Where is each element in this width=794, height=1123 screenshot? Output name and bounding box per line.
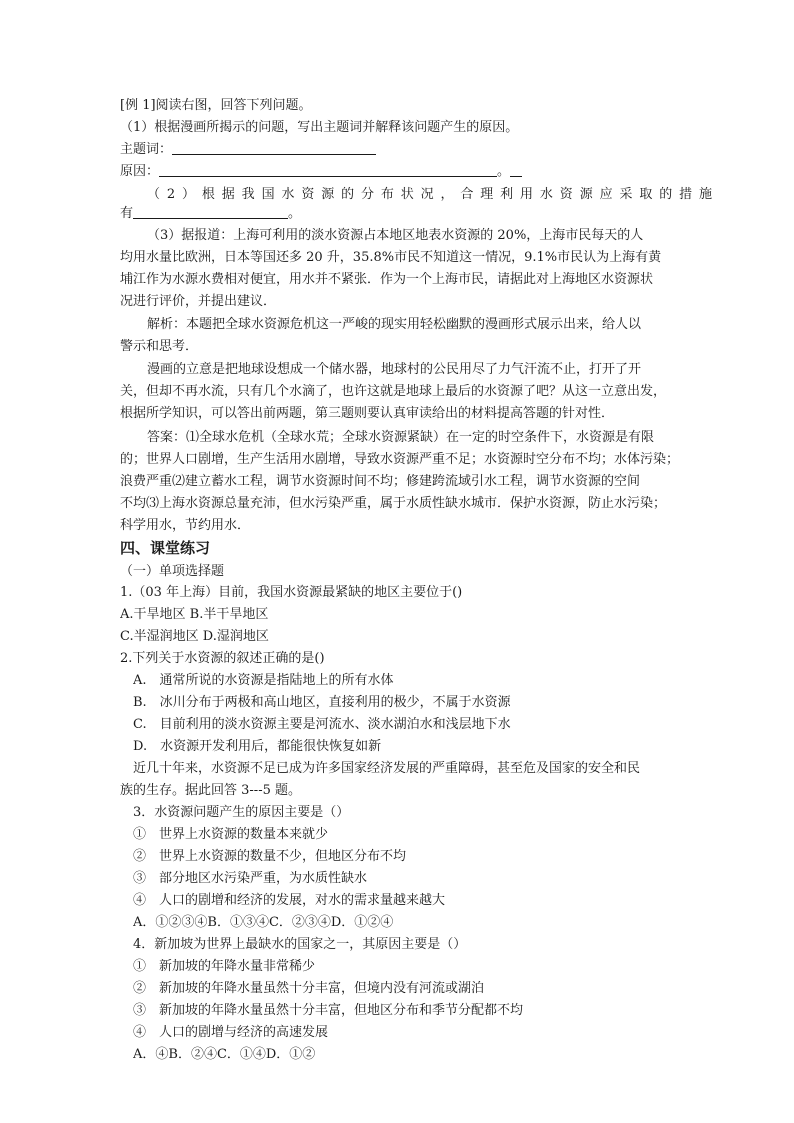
question-1-stem: 1.（03 年上海）目前，我国水资源最紧缺的地区主要位于() (120, 585, 463, 600)
q3-line: 均用水量比欧洲，日本等国还多 20 升，35.8%市民不知道这一情况，9.1%市民认为上海有黄 (120, 250, 662, 265)
question-2-stem: 2.下列关于水资源的叙述正确的是() (120, 651, 325, 666)
question-4-item: ④ 人口的剧增与经济的高速发展 (133, 1025, 329, 1040)
question-3-stem: 3．水资源问题产生的原因主要是（） (133, 805, 350, 820)
comic-line: 关，但却不再水流，只有几个水滴了，也许这就是地球上最后的水资源了吧？从这一立意出发， (120, 384, 667, 399)
section-heading: 四、课堂练习 (120, 539, 211, 557)
q2-answer-prefix: 有 (120, 206, 134, 221)
question-3-item: ④ 人口的剧增和经济的发展，对水的需求量越来越大 (133, 893, 446, 908)
answer-line: 浪费严重⑵建立蓄水工程，调节水资源时间不均；修建跨流域引水工程，调节水资源的空间 (120, 474, 641, 489)
q2-answer-period: 。 (288, 206, 302, 221)
question-4-item: ② 新加坡的年降水量虽然十分丰富，但境内没有河流或湖泊 (133, 981, 485, 996)
passage-intro: 近几十年来，水资源不足已成为许多国家经济发展的严重障碍，甚至危及国家的安全和民 (133, 761, 641, 776)
reason-period: 。 (497, 164, 511, 179)
q2-answer-line (120, 204, 685, 224)
comic-line: 根据所学知识，可以答出前两题，第三题则要认真审读给出的材料提高答题的针对性． (120, 406, 615, 421)
question-3-item: ① 世界上水资源的数量本来就少 (133, 827, 329, 842)
keyword-label: 主题词： (120, 142, 173, 157)
question-4-answers: A．④B．②④C．①④D．①② (133, 1047, 316, 1062)
example-title: [例 1]阅读右图，回答下列问题。 (120, 98, 312, 113)
question-3-answers: A．①②③④B．①③④C．②③④D．①②④ (133, 915, 394, 930)
answer-line: 科学用水，节约用水． (120, 518, 251, 533)
question-2-option-d: D. 水资源开发利用后，都能很快恢复如新 (133, 739, 382, 754)
reason-blank[interactable] (159, 162, 497, 177)
q3-line: （3）据报道：上海可利用的淡水资源占本地区地表水资源的 20%，上海市民每天的人 (147, 228, 644, 243)
answer-line: 的；世界人口剧增，生产生活用水剧增，导致水资源严重不足；水资源时空分布不均；水体污染； (120, 452, 680, 467)
passage-intro: 族的生存。据此回答 3---5 题。 (120, 783, 301, 798)
example-question-2: （2）根据我国水资源的分布状况，合理利用水资源应采取的措施 (147, 187, 712, 202)
question-4-item: ③ 新加坡的年降水量虽然十分丰富，但地区分布和季节分配都不均 (133, 1003, 524, 1018)
question-1-options: A.干旱地区 B.半干旱地区 (120, 607, 269, 622)
question-4-item: ① 新加坡的年降水量非常稀少 (133, 959, 316, 974)
question-3-item: ③ 部分地区水污染严重，为水质性缺水 (133, 871, 368, 886)
keyword-blank[interactable] (172, 140, 376, 155)
subsection-title: （一）单项选择题 (120, 564, 225, 579)
comic-line: 漫画的立意是把地球设想成一个储水器，地球村的公民用尽了力气汗流不止，打开了开 (147, 362, 642, 377)
q3-line: 况进行评价，并提出建议． (120, 294, 277, 309)
question-4-stem: 4．新加坡为世界上最缺水的国家之一，其原因主要是（） (133, 937, 467, 952)
q2-answer-blank[interactable] (133, 204, 288, 219)
keyword-line (120, 140, 685, 160)
reason-line (120, 162, 685, 182)
answer-line: 不均⑶上海水资源总量充沛，但水污染严重，属于水质性缺水城市．保护水资源，防止水污染； (120, 496, 667, 511)
reason-label: 原因： (120, 164, 160, 179)
example-question-1: （1）根据漫画所揭示的问题，写出主题词并解释该问题产生的原因。 (120, 120, 519, 135)
reason-blank-tail (510, 162, 522, 177)
analysis-line: 解析：本题把全球水资源危机这一严峻的现实用轻松幽默的漫画形式展示出来，给人以 (147, 317, 642, 332)
question-2-option-c: C. 目前利用的淡水资源主要是河流水、淡水湖泊水和浅层地下水 (133, 717, 511, 732)
analysis-line: 警示和思考． (120, 339, 199, 354)
q3-line: 埔江作为水源水费相对便宜，用水并不紧张．作为一个上海市民，请据此对上海地区水资源状 (120, 272, 654, 287)
question-2-option-a: A. 通常所说的水资源是指陆地上的所有水体 (133, 673, 394, 688)
answer-line: 答案：⑴全球水危机（全球水荒；全球水资源紧缺）在一定的时空条件下，水资源是有限 (147, 430, 655, 445)
question-1-options: C.半湿润地区 D.湿润地区 (120, 629, 269, 644)
question-2-option-b: B. 冰川分布于两极和高山地区，直接利用的极少，不属于水资源 (133, 695, 511, 710)
question-3-item: ② 世界上水资源的数量不少，但地区分布不均 (133, 849, 407, 864)
